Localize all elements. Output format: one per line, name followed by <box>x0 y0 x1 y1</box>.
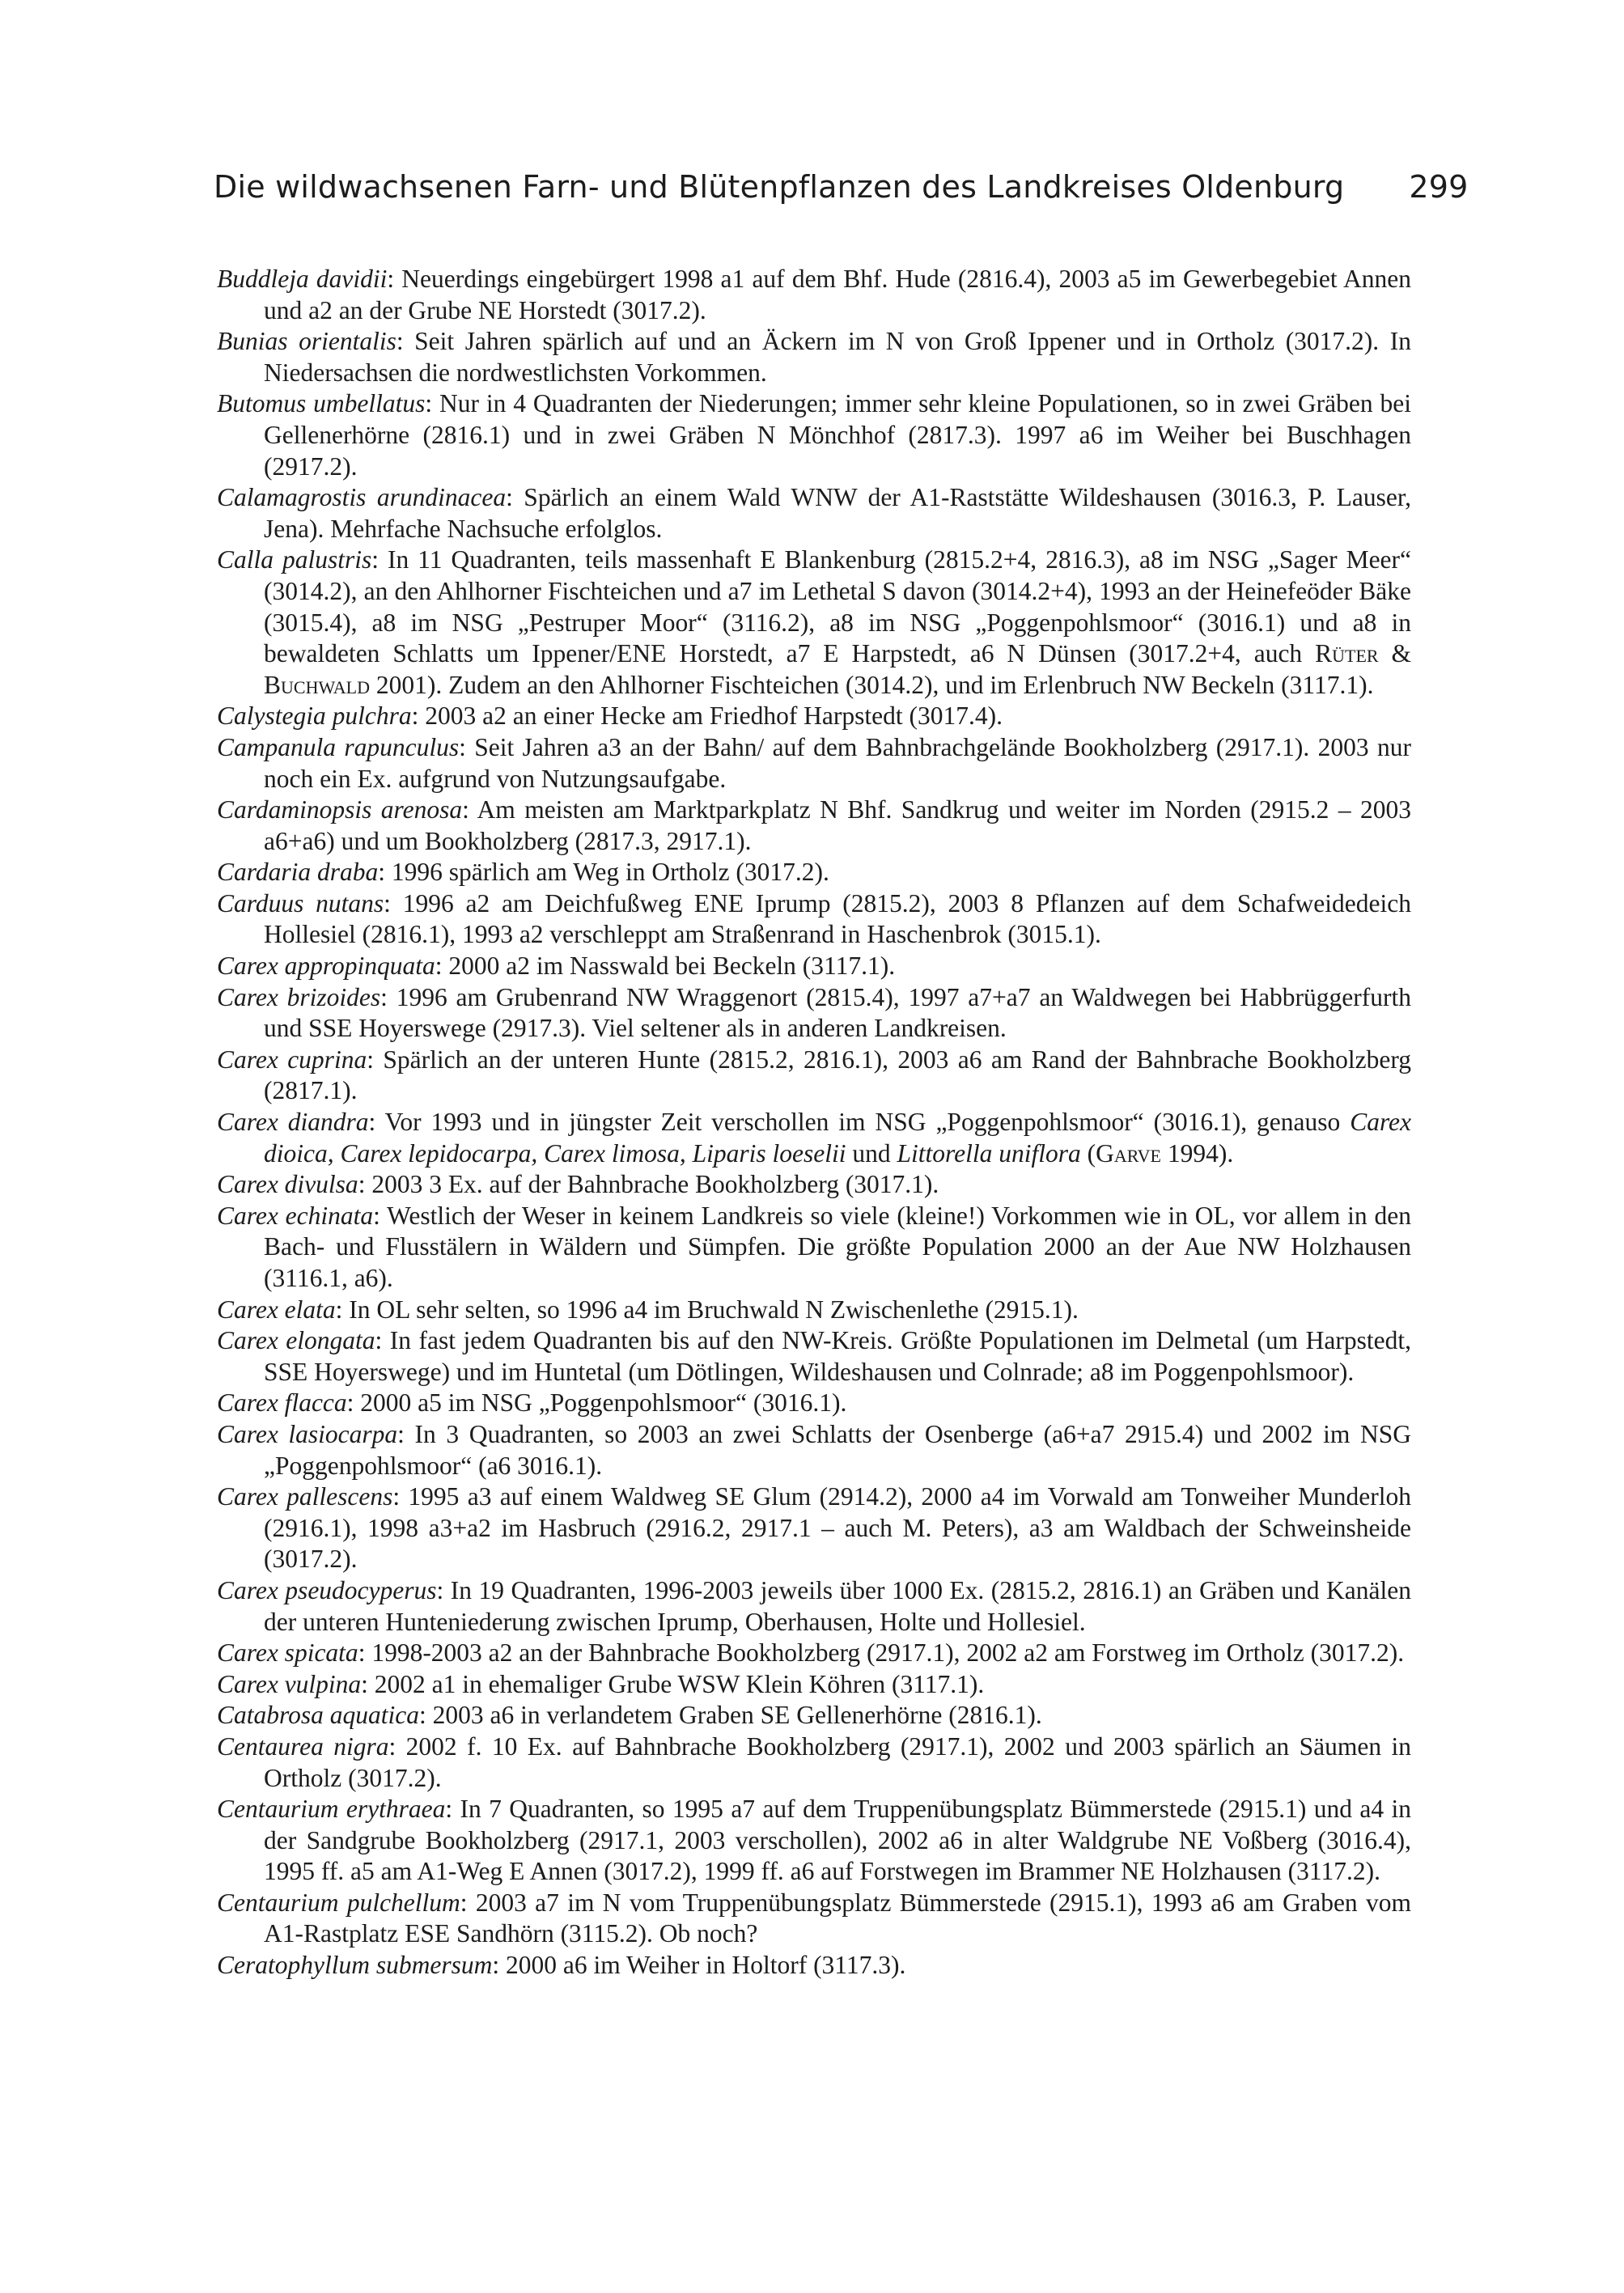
species-entry <box>217 1888 1411 1950</box>
species-entry <box>217 701 1411 732</box>
species-name-inline: Littorella uniflora <box>897 1138 1081 1168</box>
entry-text: : 1996 spärlich am Weg in Ortholz (3017.2). <box>378 858 829 887</box>
entry-text: : Nur in 4 Quadranten der Niederungen; immer sehr kleine Populationen, so in zwei Gräben bei Gellenerhörne (2816.1) und in zwei Gräben N Mönchhof (2817.3). 1997 a6 im Weiher bei Buschhagen (2917.2). <box>264 389 1411 481</box>
entry-text-after: 2001). Zudem an den Ahlhorner Fischteichen (3014.2), und im Erlenbruch NW Beckeln (3117.1). <box>370 670 1374 699</box>
entry-text: : In 11 Quadranten, teils massenhaft E Blankenburg (2815.2+4, 2816.3), a8 im NSG „Sager Meer“ (3014.2), an den Ahlhorner Fischteichen und a7 im Lethetal S davon (3014.2+4), 1993 an der Heinefeöder Bäke (3015.4), a8 im NSG „Pestruper Moor“ (3116.2), a8 im NSG „Poggenpohlsmoor“ (3016.1) und a8 in bewaldeten Schlatts um Ippener/ENE Horstedt, a7 E Harpstedt, a6 N Dünsen (3017.2+4, auch <box>264 545 1412 668</box>
species-entry <box>217 1950 1411 1981</box>
entry-text: : 1995 a3 auf einem Waldweg SE Glum (2914.2), 2000 a4 im Vorwald am Tonweiher Munderloh (2916.1), 1998 a3+a2 im Hasbruch (2916.2, 2917.1 – auch M. Peters), a3 am Waldbach der Schweinsheide (3017.2). <box>264 1482 1411 1574</box>
species-name: Centaurium pulchellum <box>217 1888 460 1917</box>
entry-text: : 2000 a5 im NSG „Poggenpohlsmoor“ (3016.1). <box>346 1388 847 1418</box>
entry-text: : Neuerdings eingebürgert 1998 a1 auf dem Bhf. Hude (2816.4), 2003 a5 im Gewerbegebiet Annen und a2 an der Grube NE Horstedt (3017.2). <box>264 265 1411 324</box>
entry-text: : In 7 Quadranten, so 1995 a7 auf dem Truppenübungsplatz Bümmerstede (2915.1) und a4 in der Sandgrube Bookholzberg (2917.1, 2003 verschollen), 2002 a6 in alter Waldgrube NE Voßberg (3016.4), 1995 ff. a5 am A1-Weg E Annen (3017.2), 1999 ff. a6 auf Forstwegen im Brammer NE Holzhausen (3117.2). <box>264 1795 1411 1886</box>
species-name: Carex brizoides <box>217 982 381 1011</box>
species-name: Carduus nutans <box>217 888 384 918</box>
species-name: Bunias orientalis <box>217 327 396 356</box>
entry-text: : 2002 f. 10 Ex. auf Bahnbrache Bookholzberg (2917.1), 2002 und 2003 spärlich an Säumen in Ortholz (3017.2). <box>264 1731 1411 1792</box>
entry-text: : Seit Jahren a3 an der Bahn/ auf dem Bahnbrachgelände Bookholzberg (2917.1). 2003 nur noch ein Ex. aufgrund von Nutzungsaufgabe. <box>264 732 1411 793</box>
species-entry <box>217 982 1411 1045</box>
author-citation: Rüter & Buchwald <box>264 639 1411 699</box>
species-name: Carex echinata <box>217 1201 374 1230</box>
author-citation: Garve <box>1096 1138 1161 1168</box>
entry-text: : Spärlich an einem Wald WNW der A1-Raststätte Wildeshausen (3016.3, P. Lauser, Jena). Mehrfache Nachsuche erfolglos. <box>264 483 1412 543</box>
species-name: Catabrosa aquatica <box>217 1701 419 1730</box>
species-name: Carex diandra <box>217 1108 369 1137</box>
species-name: Carex elata <box>217 1295 336 1324</box>
species-name: Cardaminopsis arenosa <box>217 795 463 824</box>
species-entry <box>217 732 1411 795</box>
entry-text-connector: und <box>846 1138 897 1168</box>
species-entry <box>217 795 1411 857</box>
species-entry <box>217 1169 1411 1201</box>
species-name: Carex pallescens <box>217 1482 393 1511</box>
species-name: Carex pseudocyperus <box>217 1575 437 1604</box>
species-name: Carex flacca <box>217 1388 347 1418</box>
species-name: Centaurium erythraea <box>217 1795 446 1824</box>
entry-text: : 2002 a1 in ehemaliger Grube WSW Klein Köhren (3117.1). <box>361 1669 985 1698</box>
species-entry <box>217 1388 1411 1419</box>
entry-text: : 1996 am Grubenrand NW Wraggenort (2815.4), 1997 a7+a7 an Waldwegen bei Habbrüggerfurth und SSE Hoyerswege (2917.3). Viel seltener als in anderen Landkreisen. <box>264 982 1411 1043</box>
species-entry <box>217 1295 1411 1326</box>
species-entry <box>217 482 1411 545</box>
species-entry <box>217 1325 1411 1388</box>
entry-text: : 1996 a2 am Deichfußweg ENE Iprump (2815.2), 2003 8 Pflanzen auf dem Schafweidedeich Hollesiel (2816.1), 1993 a2 verschleppt am Straßenrand in Haschenbrok (3015.1). <box>264 888 1411 949</box>
species-entry <box>217 888 1411 951</box>
entry-text: : In fast jedem Quadranten bis auf den NW-Kreis. Größte Populationen im Delmetal (um Harpstedt, SSE Hoyerswege) und im Huntetal (um Dötlingen, Wildeshausen und Colnrade; a8 im Poggenpohlsmoor). <box>264 1326 1412 1386</box>
species-entry <box>217 951 1411 982</box>
species-entry <box>217 1700 1411 1731</box>
entry-text-after: 1994). <box>1161 1138 1234 1168</box>
entry-text: : Am meisten am Marktparkplatz N Bhf. Sandkrug und weiter im Norden (2915.2 – 2003 a6+a6) und um Bookholzberg (2817.3, 2917.1). <box>264 795 1412 855</box>
species-entry <box>217 1481 1411 1575</box>
running-title: Die wildwachsenen Farn- und Blütenpflanzen des Landkreises Oldenburg <box>214 169 1345 205</box>
species-entry <box>217 857 1411 888</box>
entry-text: : In OL sehr selten, so 1996 a4 im Bruchwald N Zwischenlethe (2915.1). <box>335 1295 1079 1324</box>
species-name: Butomus umbellatus <box>217 389 426 418</box>
species-entry <box>217 1107 1411 1169</box>
species-name: Buddleja davidii <box>217 265 388 293</box>
species-entry <box>217 1794 1411 1888</box>
species-name: Ceratophyllum submersum <box>217 1951 493 1980</box>
species-name: Calla palustris <box>217 545 372 574</box>
entry-text: : 2003 a2 an einer Hecke am Friedhof Harpstedt (3017.4). <box>411 701 1003 731</box>
running-header <box>214 159 1469 215</box>
entry-text: : Vor 1993 und in jüngster Zeit verschollen im NSG „Poggenpohlsmoor“ (3016.1), genauso <box>368 1108 1351 1137</box>
entry-text-connector: ( <box>1080 1138 1096 1168</box>
species-name: Carex divulsa <box>217 1170 358 1199</box>
entry-text: : 2003 3 Ex. auf der Bahnbrache Bookholzberg (3017.1). <box>358 1170 939 1199</box>
species-name: Carex elongata <box>217 1326 375 1355</box>
species-name: Carex spicata <box>217 1638 358 1668</box>
species-name: Calystegia pulchra <box>217 701 412 731</box>
entry-text: : 1998-2003 a2 an der Bahnbrache Bookholzberg (2917.1), 2002 a2 am Forstweg im Ortholz (3017.2). <box>358 1638 1405 1668</box>
entry-text: : In 19 Quadranten, 1996-2003 jeweils über 1000 Ex. (2815.2, 2816.1) an Gräben und Kanälen der unteren Hunteniederung zwischen Iprump, Oberhausen, Holte und Hollesiel. <box>264 1575 1411 1636</box>
species-entry <box>217 1575 1411 1638</box>
entry-text: : Seit Jahren spärlich auf und an Äckern im N von Groß Ippener und in Ortholz (3017.2). In Niedersachsen die nordwestlichsten Vorkommen. <box>264 327 1411 387</box>
species-name: Campanula rapunculus <box>217 732 460 761</box>
species-entry <box>217 1419 1411 1481</box>
species-list <box>217 264 1411 1981</box>
species-name: Carex vulpina <box>217 1669 362 1698</box>
species-entry <box>217 264 1411 326</box>
entry-text: : Spärlich an der unteren Hunte (2815.2, 2816.1), 2003 a6 am Rand der Bahnbrache Bookholzberg (2817.1). <box>264 1045 1411 1105</box>
species-name: Calamagrostis arundinacea <box>217 483 507 512</box>
species-name: Centaurea nigra <box>217 1731 389 1761</box>
species-entry <box>217 1201 1411 1295</box>
entry-text: : 2003 a7 im N vom Truppenübungsplatz Bümmerstede (2915.1), 1993 a6 am Graben vom A1-Rastplatz ESE Sandhörn (3115.2). Ob noch? <box>264 1888 1412 1948</box>
species-entry <box>217 1045 1411 1107</box>
page-number: 299 <box>1409 169 1469 205</box>
entry-text: : 2000 a6 im Weiher in Holtorf (3117.3). <box>492 1951 906 1980</box>
species-entry <box>217 326 1411 388</box>
entry-text: : 2000 a2 im Nasswald bei Beckeln (3117.1). <box>435 952 896 981</box>
entry-text: : In 3 Quadranten, so 2003 an zwei Schlatts der Osenberge (a6+a7 2915.4) und 2002 im NSG „Poggenpohlsmoor“ (a6 3016.1). <box>264 1419 1411 1480</box>
species-entry <box>217 388 1411 482</box>
species-entry <box>217 1731 1411 1794</box>
species-name: Cardaria draba <box>217 858 379 887</box>
species-entry <box>217 1669 1411 1701</box>
species-name: Carex cuprina <box>217 1045 367 1074</box>
entry-text: : Westlich der Weser in keinem Landkreis so viele (kleine!) Vorkommen wie in OL, vor allem in den Bach- und Flusstälern in Wäldern und Sümpfen. Die größte Population 2000 an der Aue NW Holzhausen (3116.1, a6). <box>264 1201 1412 1292</box>
species-name-inline: Carex dioica, Carex lepidocarpa, Carex limosa, Liparis loeselii <box>264 1108 1411 1168</box>
species-entry <box>217 1638 1411 1669</box>
species-name: Carex appropinquata <box>217 952 435 981</box>
species-entry <box>217 545 1411 701</box>
entry-text: : 2003 a6 in verlandetem Graben SE Gellenerhörne (2816.1). <box>418 1701 1042 1730</box>
species-name: Carex lasiocarpa <box>217 1419 398 1448</box>
